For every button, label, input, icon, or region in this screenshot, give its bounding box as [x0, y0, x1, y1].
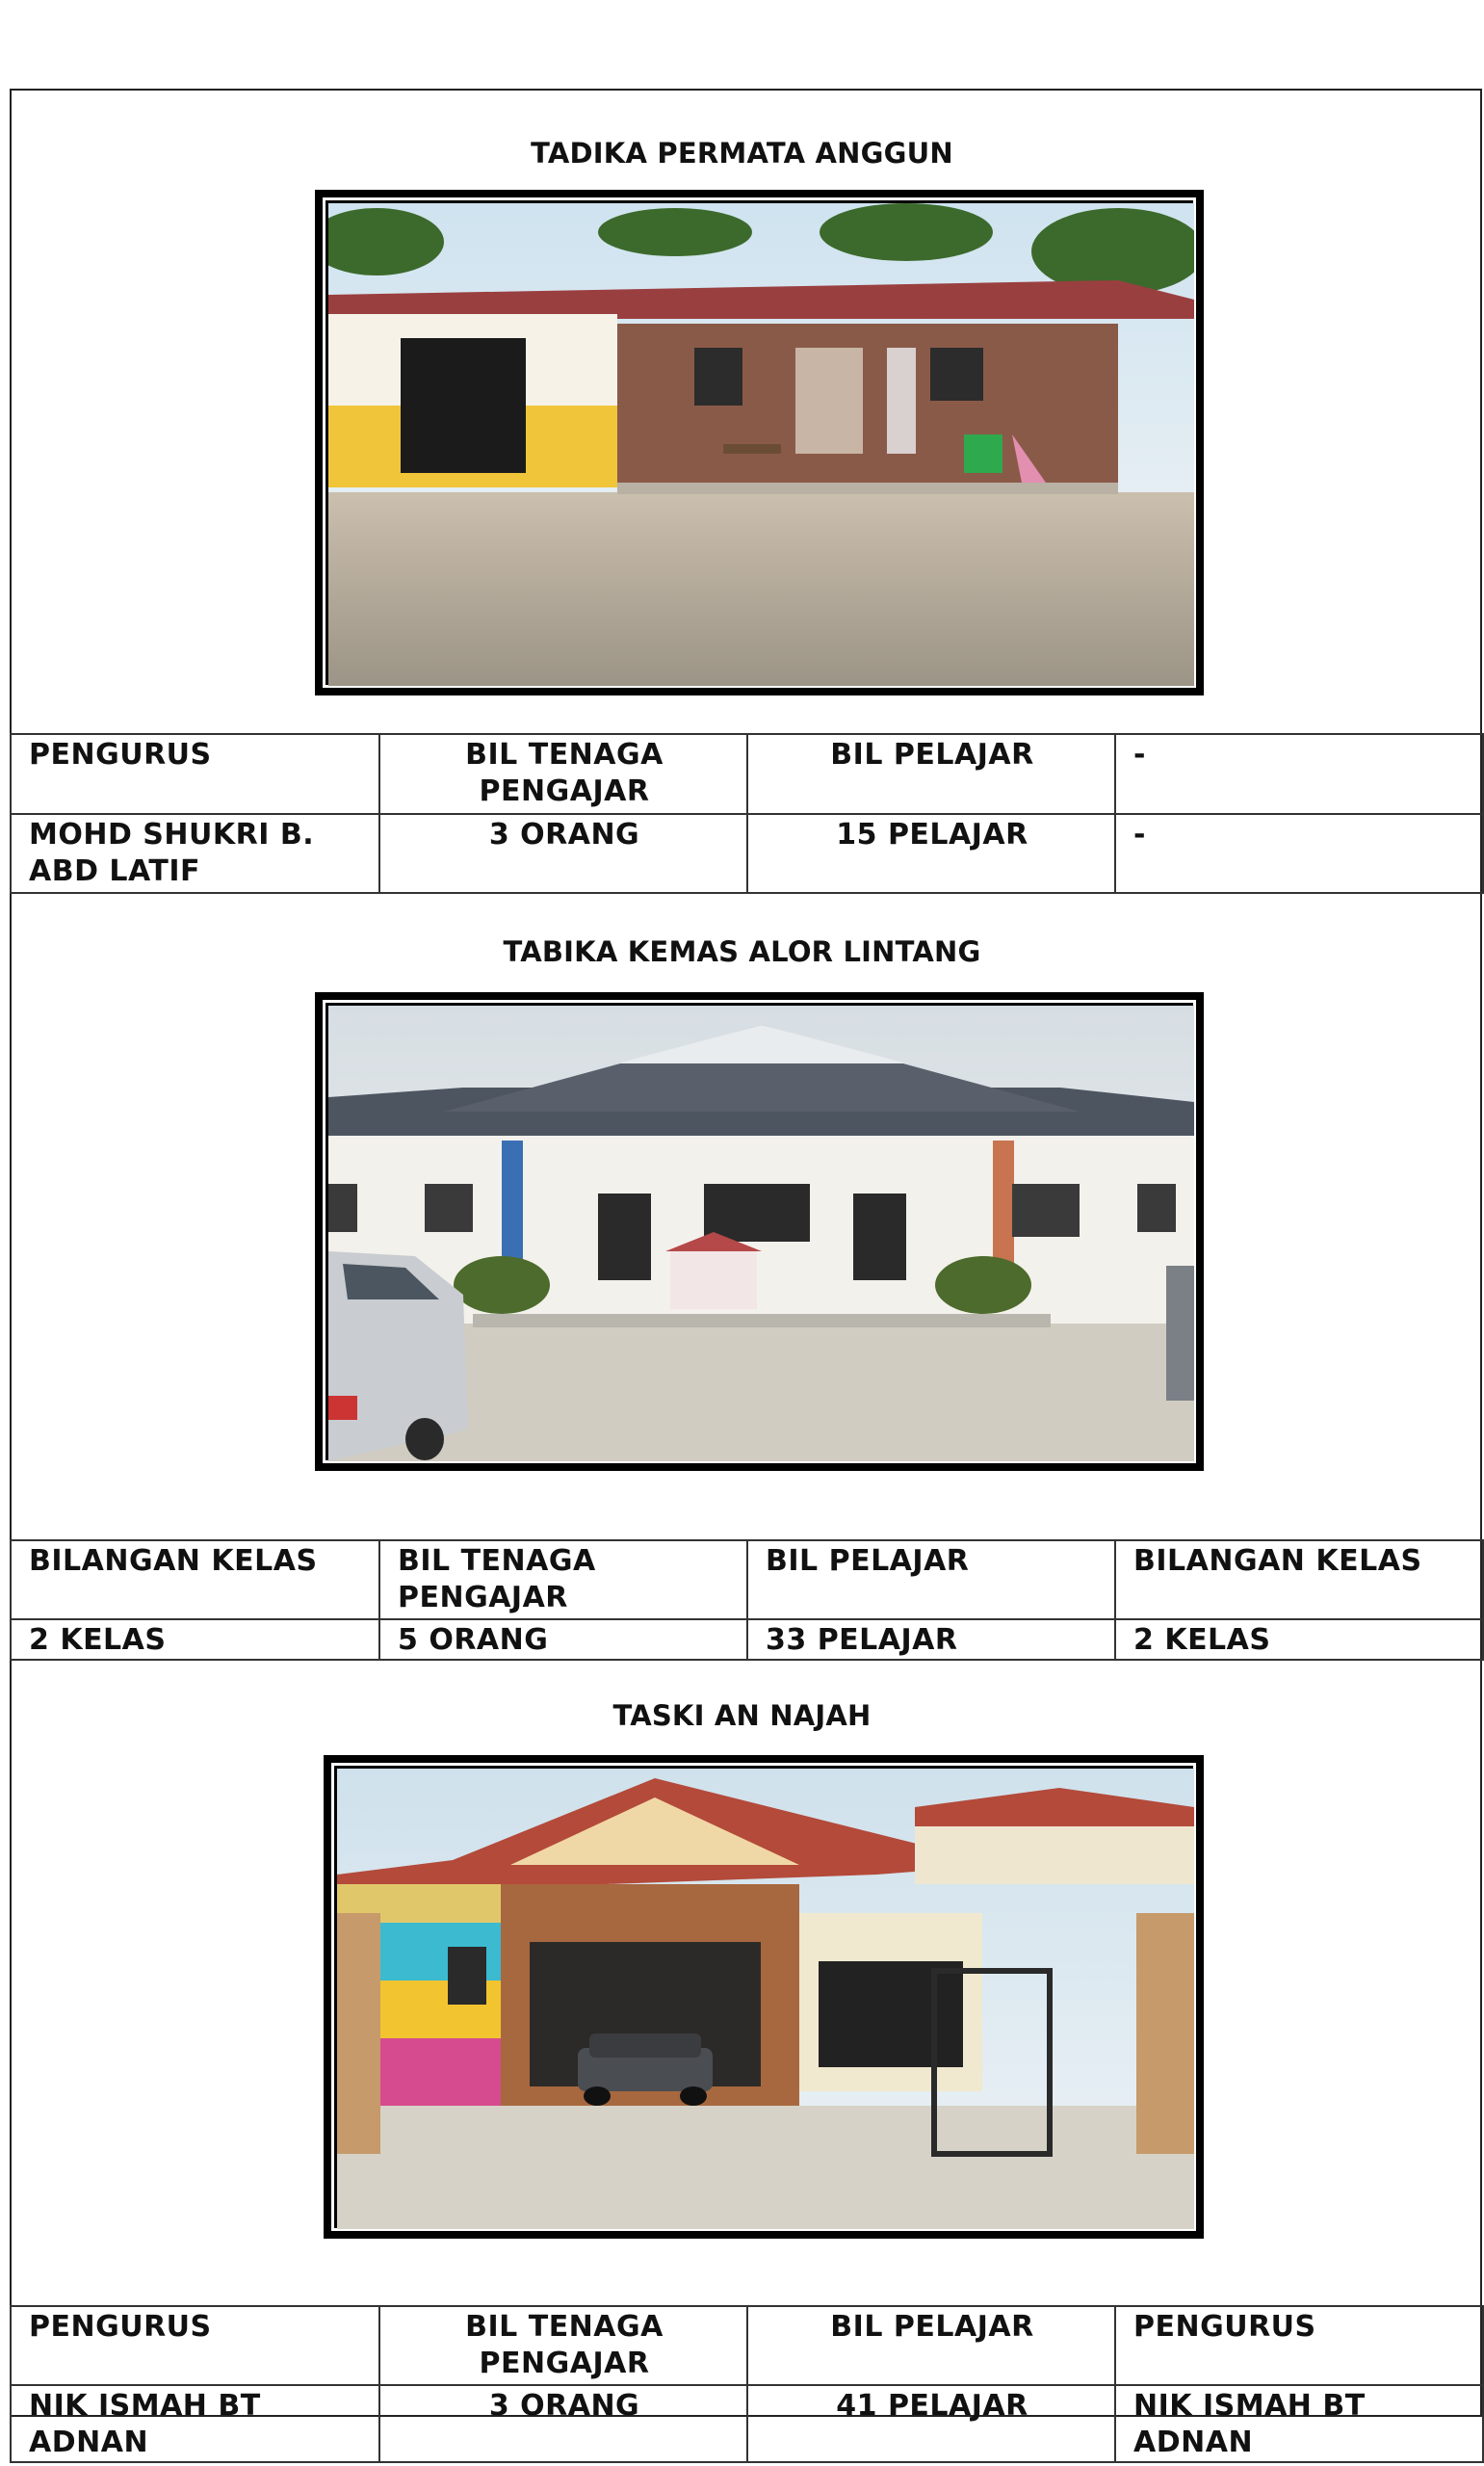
table-cell: 5 ORANG: [379, 1619, 747, 1660]
table-cell: 33 PELAJAR: [747, 1619, 1115, 1660]
table-header-cell: -: [1115, 734, 1483, 814]
table-cell: 3 ORANG: [379, 814, 747, 893]
info-table: [10, 1539, 1484, 1661]
table-header-cell: BIL TENAGA PENGAJAR: [379, 2306, 747, 2385]
section-title: TABIKA KEMAS ALOR LINTANG: [503, 935, 981, 968]
table-cell: 2 KELAS: [11, 1619, 379, 1660]
table-header-cell: PENGURUS: [11, 734, 379, 814]
table-header-cell: BILANGAN KELAS: [11, 1540, 379, 1619]
table-header-cell: BIL PELAJAR: [747, 1540, 1115, 1619]
kindergarten-photo: [315, 190, 1204, 695]
table-header-cell: PENGURUS: [1115, 2306, 1483, 2385]
table-cell: NIK ISMAH BT ADNAN: [11, 2385, 379, 2462]
section-title: TASKI AN NAJAH: [612, 1699, 872, 1732]
table-header-cell: BIL PELAJAR: [747, 2306, 1115, 2385]
table-cell: 2 KELAS: [1115, 1619, 1483, 1660]
kindergarten-photo: [315, 992, 1204, 1471]
table-header-cell: PENGURUS: [11, 2306, 379, 2385]
table-cell: 41 PELAJAR: [747, 2385, 1115, 2462]
table-cell: -: [1115, 814, 1483, 893]
table-header-cell: BIL TENAGA PENGAJAR: [379, 1540, 747, 1619]
kindergarten-photo: [324, 1755, 1204, 2239]
table-cell: MOHD SHUKRI B. ABD LATIF: [11, 814, 379, 893]
table-cell: 15 PELAJAR: [747, 814, 1115, 893]
table-header-cell: BIL TENAGA PENGAJAR: [379, 734, 747, 814]
table-cell: 3 ORANG: [379, 2385, 747, 2462]
table-header-cell: BILANGAN KELAS: [1115, 1540, 1483, 1619]
info-table: [10, 733, 1484, 894]
info-table: [10, 2305, 1484, 2463]
table-cell: NIK ISMAH BT ADNAN: [1115, 2385, 1483, 2462]
table-header-cell: BIL PELAJAR: [747, 734, 1115, 814]
section-title: TADIKA PERMATA ANGGUN: [531, 137, 953, 170]
